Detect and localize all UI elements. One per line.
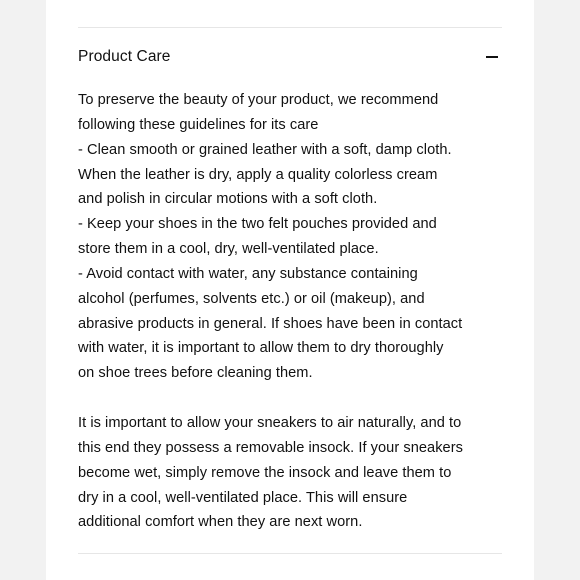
text-line: following these guidelines for its care: [78, 116, 319, 133]
product-details-panel: [46, 0, 534, 580]
text-line: alcohol (perfumes, solvents etc.) or oil (makeup), and: [78, 290, 425, 307]
text-line: and polish in circular motions with a soft cloth.: [78, 191, 378, 208]
paragraph-spacer: [78, 386, 508, 411]
text-line: To preserve the beauty of your product, we recommend: [78, 92, 439, 108]
product-care-content: [78, 88, 508, 535]
text-line: become wet, simply remove the insock and leave them to: [78, 464, 452, 481]
text-line: this end they possess a removable insock. If your sneakers: [78, 439, 463, 456]
product-care-title: Product Care: [78, 48, 171, 65]
text-line: on shoe trees before cleaning them.: [78, 365, 313, 382]
text-line: It is important to allow your sneakers to air naturally, and to: [78, 414, 462, 431]
text-line: store them in a cool, dry, well-ventilated place.: [78, 241, 379, 258]
sneaker-care-paragraph: [78, 411, 508, 535]
care-instructions-paragraph: [78, 88, 508, 386]
text-line: - Avoid contact with water, any substance containing: [78, 265, 418, 282]
text-line: abrasive products in general. If shoes have been in contact: [78, 315, 463, 332]
text-line: - Keep your shoes in the two felt pouches provided and: [78, 216, 437, 233]
top-divider: [78, 27, 502, 28]
minus-icon[interactable]: [486, 50, 500, 64]
text-line: - Clean smooth or grained leather with a soft, damp cloth.: [78, 141, 452, 158]
bottom-divider: [78, 553, 502, 554]
text-line: additional comfort when they are next worn.: [78, 514, 363, 531]
text-line: with water, it is important to allow them to dry thoroughly: [78, 340, 444, 357]
text-line: dry in a cool, well-ventilated place. This will ensure: [78, 489, 408, 506]
product-care-accordion-header[interactable]: [78, 44, 502, 72]
text-line: When the leather is dry, apply a quality colorless cream: [78, 166, 438, 183]
